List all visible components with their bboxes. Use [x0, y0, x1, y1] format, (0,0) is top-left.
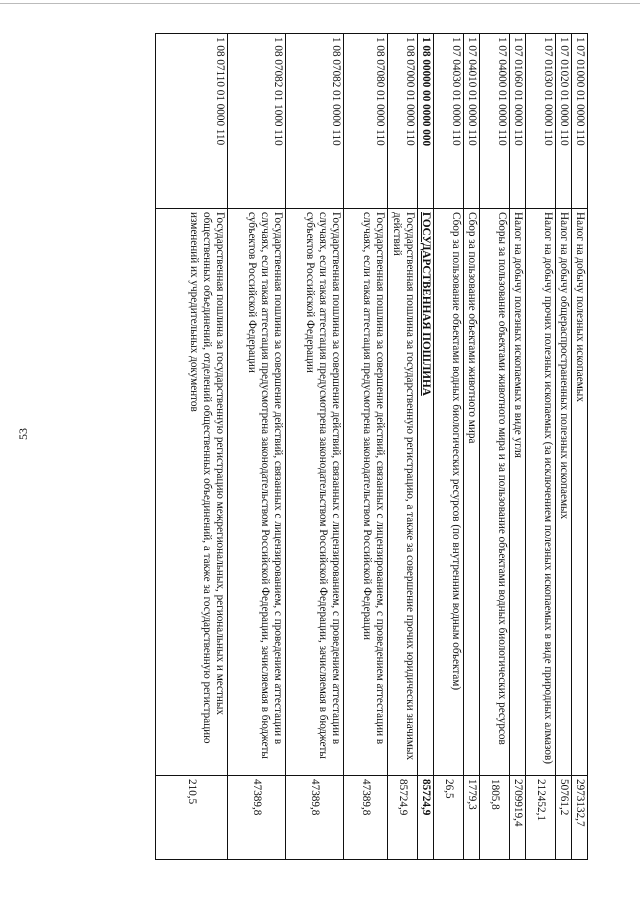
item-name-cell: Налог на добычу полезных ископаемых в виде угля [510, 209, 526, 776]
amount-cell: 50761,2 [556, 776, 572, 860]
item-name-cell: Сбор за пользование объектами животного мира [464, 209, 480, 776]
budget-code-cell: 1 08 00000 00 0000 000 [418, 34, 434, 209]
table-row [344, 34, 388, 860]
budget-code-cell: 1 08 07000 01 0000 110 [388, 34, 418, 209]
scan-top-edge [0, 3, 640, 4]
amount-cell: 1779,3 [464, 776, 480, 860]
item-name-cell: Налог на добычу общераспространенных полезных ископаемых [556, 209, 572, 776]
budget-code-cell: 1 07 01060 01 0000 110 [510, 34, 526, 209]
table-row [526, 34, 556, 860]
table-row [480, 34, 510, 860]
amount-cell: 1805,8 [480, 776, 510, 860]
budget-code-cell: 1 08 07082 01 0000 110 [286, 34, 344, 209]
item-name-cell: ГОСУДАРСТВЕННАЯ ПОШЛИНА [418, 209, 434, 776]
amount-cell: 47389,8 [286, 776, 344, 860]
table-row [388, 34, 418, 860]
table-row [510, 34, 526, 860]
budget-code-cell: 1 08 07082 01 1000 110 [228, 34, 286, 209]
rotated-sheet [48, 33, 588, 860]
amount-cell: 47389,8 [344, 776, 388, 860]
item-name-cell: Государственная пошлина за государственную регистрацию, а также за совершение прочих юридически значимых действий [388, 209, 418, 776]
amount-cell: 85724,9 [418, 776, 434, 860]
amount-cell: 47389,8 [228, 776, 286, 860]
item-name-cell: Государственная пошлина за совершение действий, связанных с лицензированием, с проведением аттестации в случаях, если такая аттестация предусмотрена законодательством Российской Федерации, зачисляемая в бюджеты субъектов Российской Федерации [286, 209, 344, 776]
table-row [464, 34, 480, 860]
budget-code-cell: 1 07 04000 01 0000 110 [480, 34, 510, 209]
amount-cell: 2973132,7 [572, 776, 588, 860]
budget-code-cell: 1 08 07110 01 0000 110 [156, 34, 228, 209]
item-name-cell: Государственная пошлина за совершение действий, связанных с лицензированием, с проведением аттестации в случаях, если такая аттестация предусмотрена законодательством Российской Федерации [344, 209, 388, 776]
table-row [556, 34, 572, 860]
budget-code-cell: 1 07 04030 01 0000 110 [434, 34, 464, 209]
item-name-cell: Государственная пошлина за государственную регистрацию межрегиональных, региональных и местных общественных объединений, отделений общественных объединений, а также за государственную регистрацию изменений их учредительных документов [156, 209, 228, 776]
item-name-cell: Сбор за пользование объектами водных биологических ресурсов (по внутренним водным объектам) [434, 209, 464, 776]
amount-cell: 2709919,4 [510, 776, 526, 860]
budget-code-cell: 1 07 01030 01 0000 110 [526, 34, 556, 209]
amount-cell: 210,5 [156, 776, 228, 860]
amount-cell: 212452,1 [526, 776, 556, 860]
budget-code-cell: 1 08 07080 01 0000 110 [344, 34, 388, 209]
budget-code-cell: 1 07 04010 01 0000 110 [464, 34, 480, 209]
budget-code-cell: 1 07 01020 01 0000 110 [556, 34, 572, 209]
table-row [156, 34, 228, 860]
item-name-cell: Налог на добычу прочих полезных ископаемых (за исключением полезных ископаемых в виде природных алмазов) [526, 209, 556, 776]
table-row [286, 34, 344, 860]
amount-cell: 85724,9 [388, 776, 418, 860]
table-row [418, 34, 434, 860]
amount-cell: 26,5 [434, 776, 464, 860]
budget-code-cell: 1 07 01000 01 0000 110 [572, 34, 588, 209]
item-name-cell: Сборы за пользование объектами животного мира и за пользование объектами водных биологических ресурсов [480, 209, 510, 776]
item-name-cell: Государственная пошлина за совершение действий, связанных с лицензированием, с проведением аттестации в случаях, если такая аттестация предусмотрена законодательством Российской Федерации, зачисляемая в бюджеты субъектов Российской Федерации [228, 209, 286, 776]
page-number: 53 [16, 428, 30, 440]
table-row [434, 34, 464, 860]
table-row [228, 34, 286, 860]
table-row [572, 34, 588, 860]
item-name-cell: Налог на добычу полезных ископаемых [572, 209, 588, 776]
budget-revenue-table [155, 33, 588, 860]
